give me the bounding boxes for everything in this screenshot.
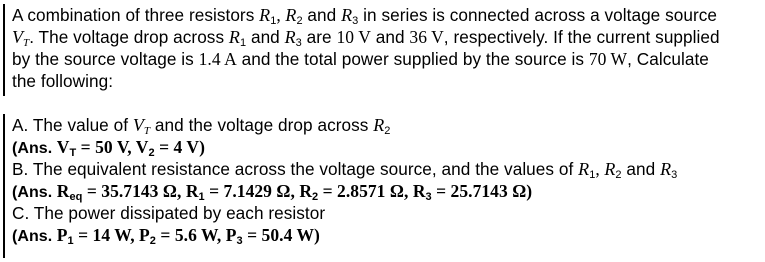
problem-statement [3, 4, 763, 96]
intro-line-1: A combination of three resistors $R_1$, $R_2$ and $R_3$ in series is connected across a voltage source [12, 5, 718, 27]
part-a-question: A. The value of $V_T$ and the voltage drop across $R_2$ [12, 115, 391, 137]
intro-line-2: $V_T$. The voltage drop across $R_1$ and $R_3$ are 10 V and 36 V, respectively. If the current supplied [12, 27, 720, 49]
problem-parts [3, 114, 763, 258]
intro-line-3: by the source voltage is 1.4 A and the total power supplied by the source is 70 W, Calculate [12, 49, 709, 69]
part-b-question: B. The equivalent resistance across the voltage source, and the values of $R_1$, $R_2$ and $R_3$ [12, 159, 678, 181]
part-b-answer: (Ans. $R_{eq} = 35.7143$ Ω, $R_1 = 7.1429$ Ω, $R_2 = 2.8571$ Ω, $R_3 = 25.7143$ Ω) [12, 181, 533, 203]
intro-line-4: the following: [12, 71, 114, 91]
part-c-question: C. The power dissipated by each resistor [12, 203, 326, 223]
intro-text-1a: A combination of three resistors [12, 5, 260, 25]
part-c-answer: (Ans. $P_1 = 14$ W, $P_2 = 5.6$ W, $P_3 = 50.4$ W) [12, 225, 320, 247]
part-a-answer: (Ans. $V_T = 50$ V, $V_2 = 4$ V) [12, 137, 206, 159]
